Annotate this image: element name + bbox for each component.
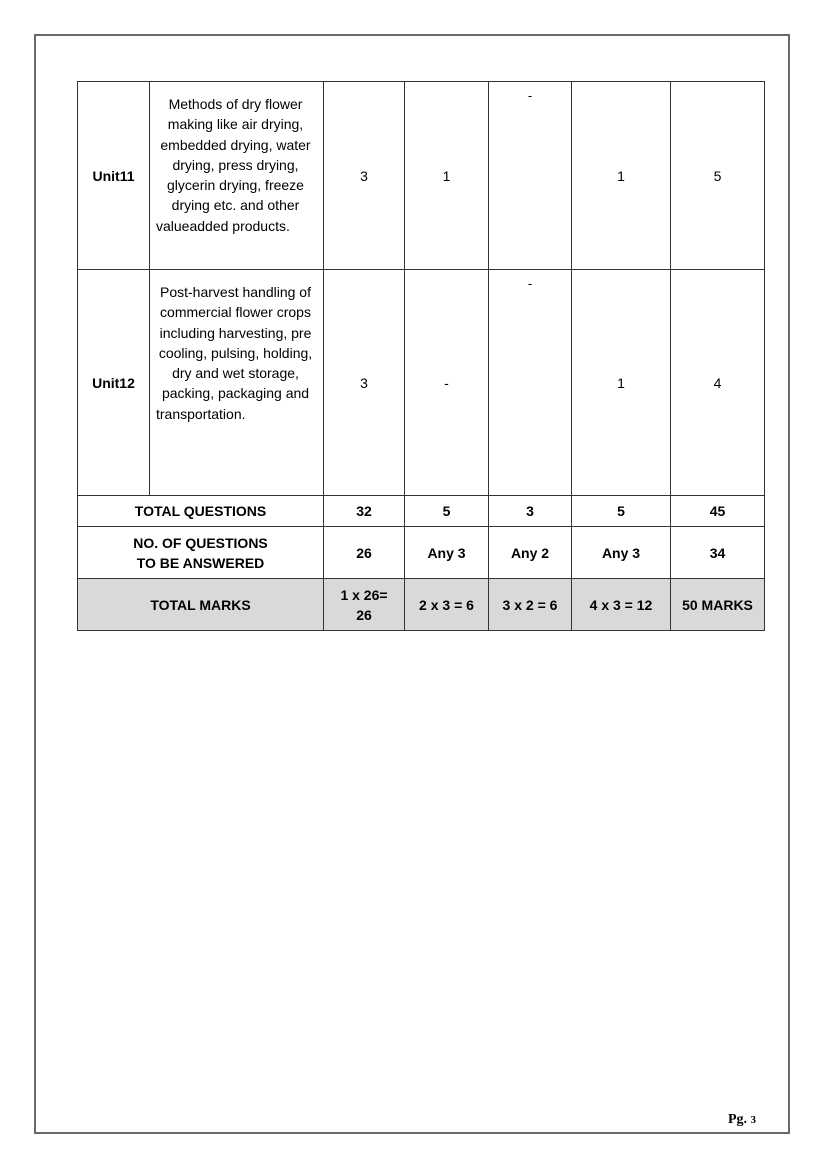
cell-value: 2 x 3 = 6 [405,579,489,631]
cell-value-text [340,585,387,625]
total-questions-row [78,496,765,527]
cell-empty [489,82,572,270]
cell-empty [489,270,572,496]
cell-value: 4 x 3 = 12 [572,579,671,631]
cell-value: Any 2 [489,527,572,579]
cell-value: 5 [572,496,671,527]
page-number-label: Pg. [727,1112,747,1127]
cell-value: 5 [405,496,489,527]
cell-value: 3 [489,496,572,527]
cell-value: 5 [671,82,765,270]
cell-value: 4 [671,270,765,496]
unit-topic: Post-harvest handling of commercial flower crops including harvesting, pre cooling, pulsing, holding, dry and wet storage, packing, packaging and transportation. [150,270,324,496]
cell-value: 32 [324,496,405,527]
cell-value: 45 [671,496,765,527]
cell-line: 1 x 26= [340,586,388,603]
row-label-text [133,533,268,573]
row-label-line: NO. OF QUESTIONS [133,534,268,551]
table-row-unit11 [78,82,765,270]
cell-dash: - [527,276,533,291]
cell-value: 34 [671,527,765,579]
row-label [78,527,324,579]
cell-line: 26 [356,606,372,623]
cell-value: Any 3 [405,527,489,579]
cell-value: 3 [324,270,405,496]
cell-value: 1 [572,82,671,270]
cell-dash: - [527,88,533,103]
row-label: TOTAL QUESTIONS [78,496,324,527]
unit-label: Unit11 [78,82,150,270]
questions-to-answer-row [78,527,765,579]
unit-topic: Methods of dry flower making like air drying, embedded drying, water drying, press drying, glycerin drying, freeze drying etc. and other valueadded products. [150,82,324,270]
cell-value: 1 [572,270,671,496]
total-marks-row [78,579,765,631]
row-label-line: TO BE ANSWERED [136,554,265,571]
question-blueprint-table [77,81,765,631]
cell-value: 3 x 2 = 6 [489,579,572,631]
page-number-value: 3 [750,1114,756,1126]
unit-label: Unit12 [78,270,150,496]
cell-value: 3 [324,82,405,270]
cell-value: Any 3 [572,527,671,579]
cell-value: 50 MARKS [671,579,765,631]
row-label: TOTAL MARKS [78,579,324,631]
cell-value: 26 [324,527,405,579]
cell-value [324,579,405,631]
cell-value: 1 [405,82,489,270]
page-number [728,1112,756,1128]
cell-value: - [405,270,489,496]
table-row-unit12 [78,270,765,496]
